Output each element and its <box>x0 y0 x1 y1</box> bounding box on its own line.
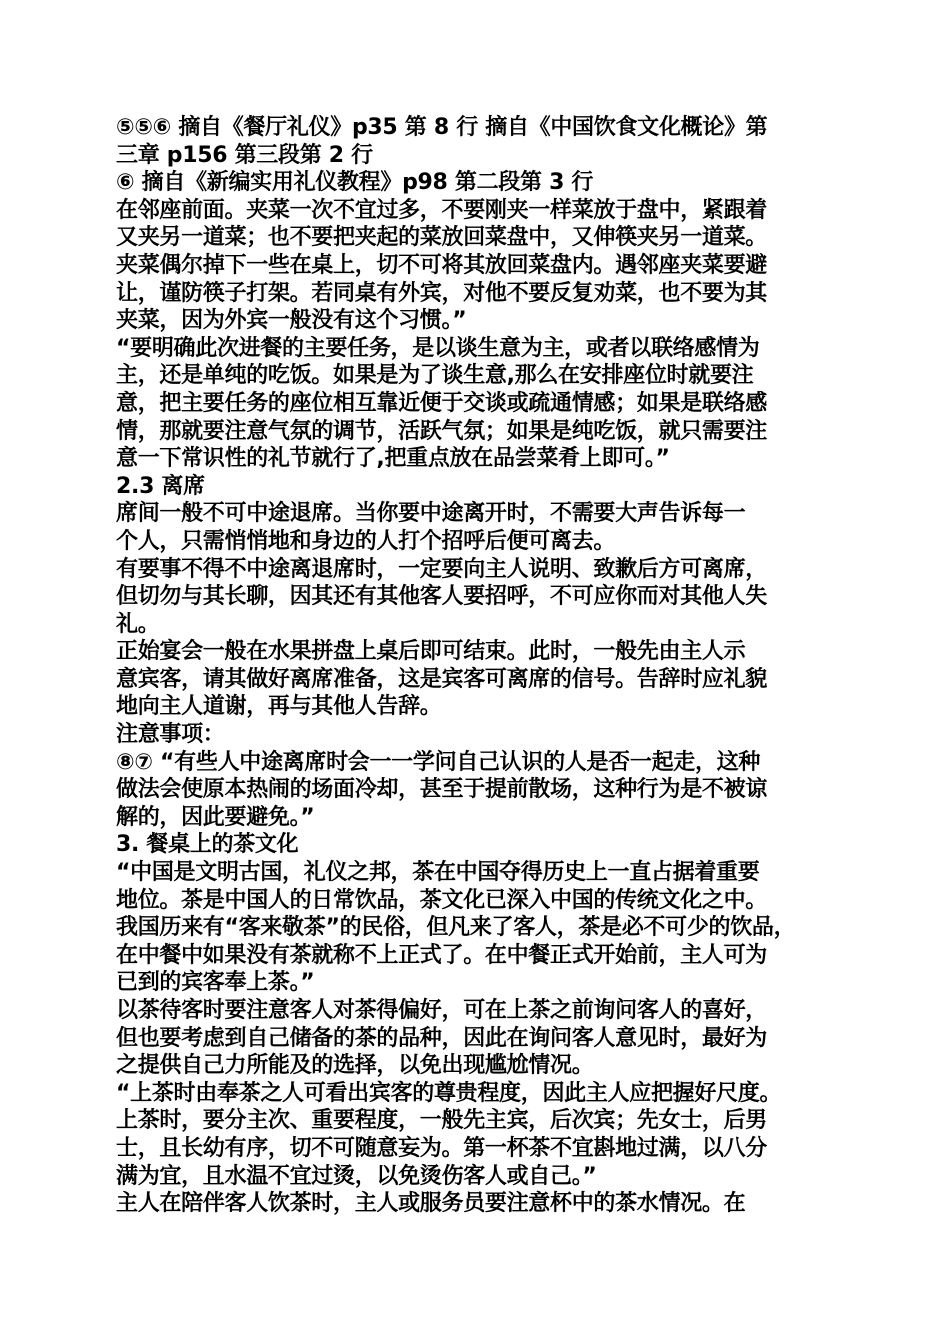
text-line: ⑧⑦ “有些人中途离席时会一一学问自己认识的人是否一起走，这种 <box>116 749 761 775</box>
text-line: 地位。茶是中国人的日常饮品，茶文化已深入中国的传统文化之中。 <box>116 887 768 913</box>
document-body <box>116 114 836 1218</box>
text-line: 满为宜，且水温不宜过烫，以免烫伤客人或自己。” <box>116 1163 597 1189</box>
text-line: 个人，只需悄悄地和身边的人打个招呼后便可离去。 <box>116 528 616 554</box>
section-heading: 3. 餐桌上的茶文化 <box>116 832 299 858</box>
text-line: 之提供自己力所能及的选择，以免出现尴尬情况。 <box>116 1053 594 1079</box>
text-line: 解的，因此要避免。” <box>116 804 315 830</box>
text-line: 主人在陪伴客人饮茶时，主人或服务员要注意杯中的茶水情况。在 <box>116 1191 746 1217</box>
text-line: 又夹另一道菜；也不要把夹起的菜放回菜盘中，又伸筷夹另一道菜。 <box>116 225 768 251</box>
text-line: 让，谨防筷子打架。若同桌有外宾，对他不要反复劝菜，也不要为其 <box>116 280 768 306</box>
text-line: 礼。 <box>116 611 160 637</box>
text-line: 做法会使原本热闹的场面冷却，甚至于提前散场，这种行为是不被谅 <box>116 777 768 803</box>
text-line: 夹菜偶尔掉下一些在桌上，切不可将其放回菜盘内。遇邻座夹菜要避 <box>116 252 768 278</box>
text-line: 我国历来有“客来敬茶”的民俗，但凡来了客人，茶是必不可少的饮品， <box>116 915 796 941</box>
text-line: 上茶时，要分主次、重要程度，一般先主宾，后次宾；先女士，后男 <box>116 1108 768 1134</box>
text-line: 地向主人道谢，再与其他人告辞。 <box>116 694 442 720</box>
notes-heading: 注意事项： <box>116 722 225 748</box>
text-line: 主，还是单纯的吃饭。如果是为了谈生意,那么在安排座位时就要注 <box>116 363 754 389</box>
text-line: 但也要考虑到自己储备的茶的品种，因此在询问客人意见时，最好为 <box>116 1025 768 1051</box>
text-line: 有要事不得不中途离退席时，一定要向主人说明、致歉后方可离席， <box>116 556 768 582</box>
text-line: 意一下常识性的礼节就行了,把重点放在品尝菜肴上即可。” <box>116 446 670 472</box>
text-line: 意，把主要任务的座位相互靠近便于交谈或疏通情感；如果是联络感 <box>116 390 768 416</box>
text-line: “上茶时由奉茶之人可看出宾客的尊贵程度，因此主人应把握好尺度。 <box>116 1080 782 1106</box>
text-line: ⑤⑤⑥ 摘自《餐厅礼仪》p35 第 8 行 摘自《中国饮食文化概论》第 <box>116 115 768 140</box>
text-line: 但切勿与其长聊，因其还有其他客人要招呼，不可应你而对其他人失 <box>116 584 768 610</box>
text-line: 正始宴会一般在水果拼盘上桌后即可结束。此时，一般先由主人示 <box>116 639 746 665</box>
text-line: 士，且长幼有序，切不可随意妄为。第一杯茶不宜斟地过满，以八分 <box>116 1135 768 1161</box>
text-line: 夹菜，因为外宾一般没有这个习惯。” <box>116 308 467 334</box>
text-line: 在邻座前面。夹菜一次不宜过多，不要刚夹一样菜放于盘中，紧跟着 <box>116 197 768 223</box>
text-line: “中国是文明古国，礼仪之邦，茶在中国夺得历史上一直占据着重要 <box>116 860 760 886</box>
text-line: 已到的宾客奉上茶。” <box>116 970 315 996</box>
text-line: 在中餐中如果没有茶就称不上正式了。在中餐正式开始前，主人可为 <box>116 942 768 968</box>
text-line: ⑥ 摘自《新编实用礼仪教程》p98 第二段第 3 行 <box>116 170 594 196</box>
text-line: 席间一般不可中途退席。当你要中途离开时，不需要大声告诉每一 <box>116 501 746 527</box>
text-line: “要明确此次进餐的主要任务，是以谈生意为主，或者以联络感情为 <box>116 335 760 361</box>
text-line: 三章 p156 第三段第 2 行 <box>116 142 373 168</box>
text-line: 情，那就要注意气氛的调节，活跃气氛；如果是纯吃饭，就只需要注 <box>116 418 768 444</box>
section-heading: 2.3 离席 <box>116 473 205 499</box>
text-line: 以茶待客时要注意客人对茶得偏好，可在上茶之前询问客人的喜好， <box>116 998 768 1023</box>
text-line: 意宾客，请其做好离席准备，这是宾客可离席的信号。告辞时应礼貌 <box>116 666 768 692</box>
